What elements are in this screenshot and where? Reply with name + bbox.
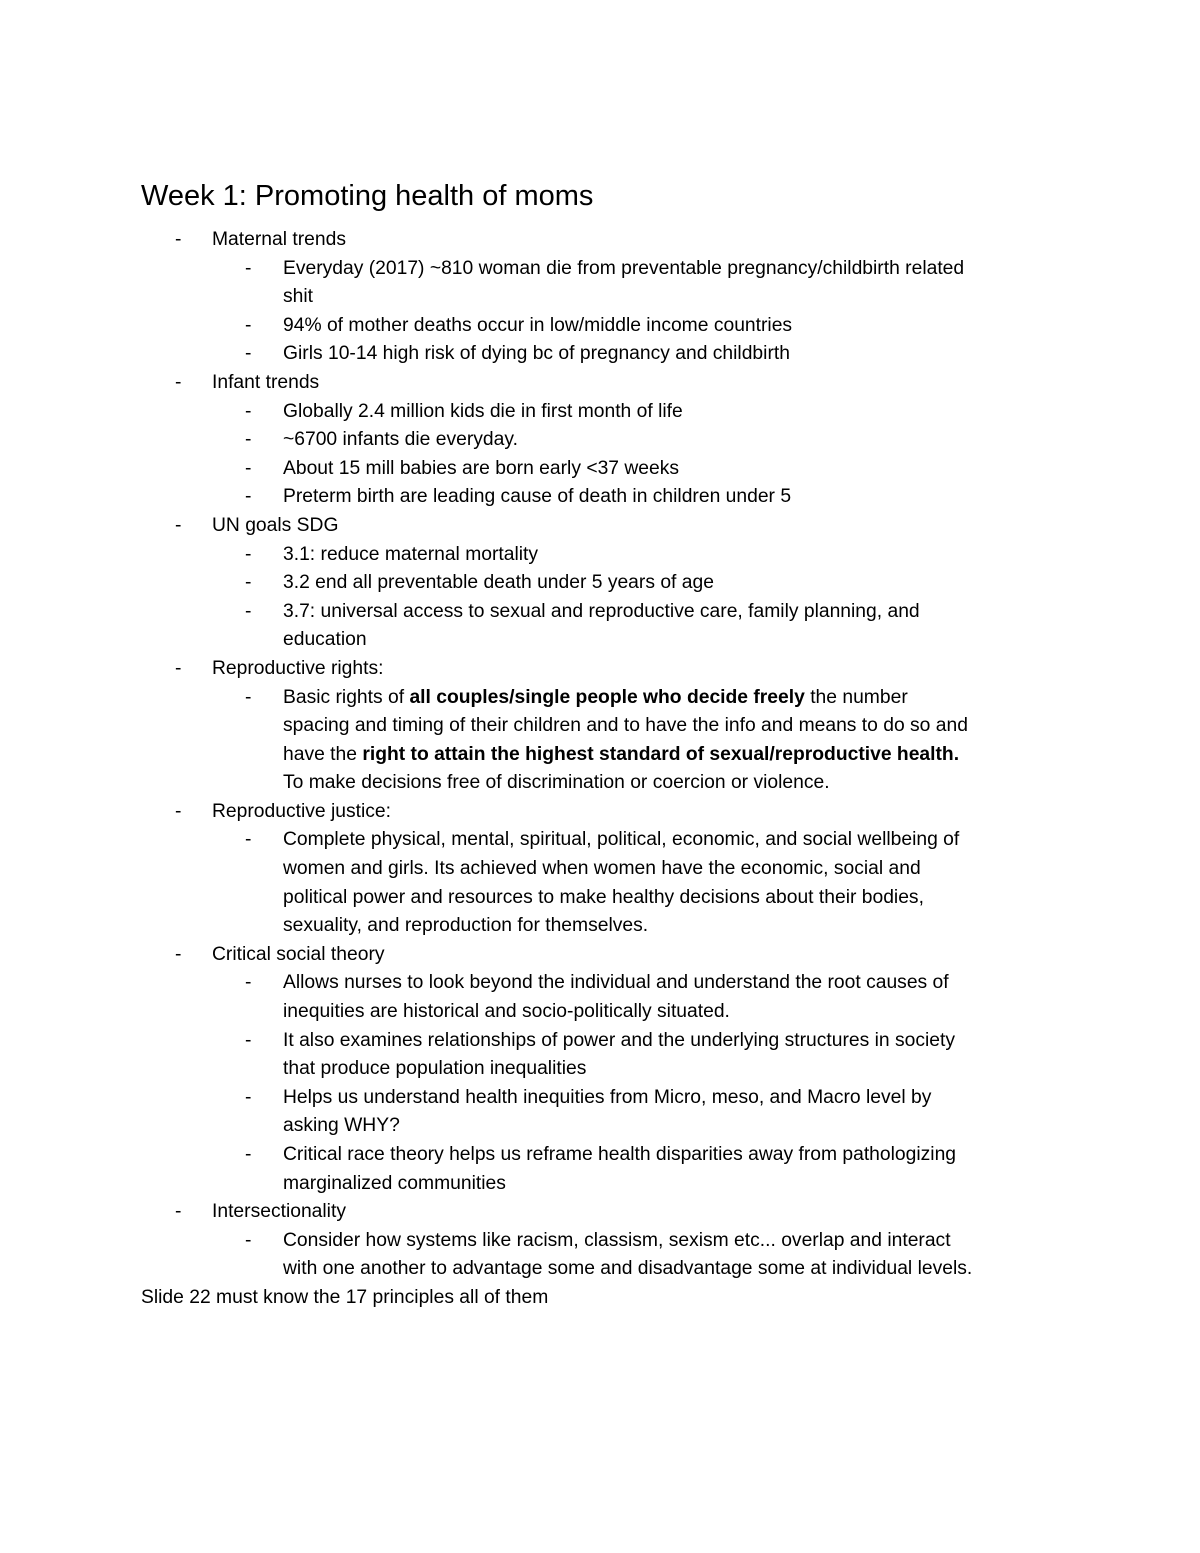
- bullet-dash: -: [245, 429, 252, 451]
- text-line: shit: [283, 286, 314, 308]
- text-run: Basic rights of: [283, 686, 410, 708]
- text-line: 3.7: universal access to sexual and reproductive care, family planning, and: [283, 600, 920, 622]
- text-line: 94% of mother deaths occur in low/middle income countries: [283, 314, 793, 336]
- section-bullet: [141, 1198, 1071, 1227]
- text-line: inequities are historical and socio-politically situated.: [283, 1001, 730, 1023]
- text-line: asking WHY?: [283, 1115, 400, 1137]
- sub-bullet: [141, 1141, 1071, 1198]
- text-line: [283, 684, 1071, 713]
- bullet-dash: -: [245, 1229, 252, 1251]
- sub-bullet: [141, 1227, 1071, 1284]
- text-line: Everyday (2017) ~810 woman die from preventable pregnancy/childbirth related: [283, 257, 965, 279]
- sub-bullet-text: [283, 684, 1071, 798]
- text-line: Preterm birth are leading cause of death in children under 5: [283, 486, 792, 508]
- bullet-dash: -: [245, 543, 252, 565]
- section-bullet: [141, 655, 1071, 684]
- text-line: Complete physical, mental, spiritual, political, economic, and social wellbeing of: [283, 829, 960, 851]
- text-line: that produce population inequalities: [283, 1058, 587, 1080]
- text-line: with one another to advantage some and disadvantage some at individual levels.: [283, 1258, 973, 1280]
- text-line: 3.1: reduce maternal mortality: [283, 543, 539, 565]
- bullet-dash: -: [245, 457, 252, 479]
- bullet-dash: -: [245, 1086, 252, 1108]
- text-line: Girls 10-14 high risk of dying bc of pregnancy and childbirth: [283, 343, 790, 365]
- sub-bullet: [141, 312, 1071, 341]
- text-line: sexuality, and reproduction for themselves.: [283, 915, 649, 937]
- sub-bullet-text: [283, 398, 1071, 427]
- sub-bullet-text: [283, 483, 1071, 512]
- sub-bullet: [141, 1027, 1071, 1084]
- bold-text: all couples/single people who decide freely: [409, 686, 805, 708]
- section-heading: UN goals SDG: [212, 514, 339, 536]
- sub-bullet-text: [283, 1141, 1071, 1198]
- text-line: Helps us understand health inequities from Micro, meso, and Macro level by: [283, 1086, 932, 1108]
- sub-bullet-text: [283, 1227, 1071, 1284]
- bullet-dash: -: [175, 1201, 182, 1223]
- bullet-dash: -: [245, 600, 252, 622]
- bullet-dash: -: [245, 686, 252, 708]
- text-line: women and girls. Its achieved when women have the economic, social and: [283, 858, 921, 880]
- sub-bullet: [141, 684, 1071, 798]
- text-line: It also examines relationships of power and the underlying structures in society: [283, 1029, 955, 1051]
- text-line: Globally 2.4 million kids die in first month of life: [283, 400, 683, 422]
- section-heading: Reproductive rights:: [212, 657, 384, 679]
- sub-bullet-text: [283, 969, 1071, 1026]
- section-heading: Intersectionality: [212, 1201, 346, 1223]
- section-heading: Infant trends: [212, 371, 320, 393]
- text-line: marginalized communities: [283, 1172, 506, 1194]
- bullet-dash: -: [175, 800, 182, 822]
- text-line: [283, 741, 1071, 770]
- sub-bullet: [141, 598, 1071, 655]
- section-bullet: [141, 226, 1071, 255]
- sub-bullet: [141, 255, 1071, 312]
- sub-bullet: [141, 483, 1071, 512]
- text-line: About 15 mill babies are born early <37 weeks: [283, 457, 680, 479]
- bullet-dash: -: [245, 486, 252, 508]
- bullet-dash: -: [245, 829, 252, 851]
- sub-bullet: [141, 969, 1071, 1026]
- sub-bullet: [141, 1084, 1071, 1141]
- sub-bullet-text: [283, 312, 1071, 341]
- page-title: Week 1: Promoting health of moms: [141, 180, 594, 212]
- text-run: have the: [283, 743, 363, 765]
- text-line: 3.2 end all preventable death under 5 years of age: [283, 572, 714, 594]
- outline-list: [141, 226, 1071, 1284]
- bullet-dash: -: [245, 972, 252, 994]
- sub-bullet-text: [283, 455, 1071, 484]
- bullet-dash: -: [245, 400, 252, 422]
- footer-note: Slide 22 must know the 17 principles all of them: [141, 1286, 549, 1308]
- bullet-dash: -: [175, 514, 182, 536]
- bullet-dash: -: [245, 572, 252, 594]
- sub-bullet: [141, 426, 1071, 455]
- document-page: [141, 172, 1071, 1313]
- bullet-dash: -: [245, 1144, 252, 1165]
- bullet-dash: -: [245, 257, 252, 279]
- sub-bullet-text: [283, 340, 1071, 369]
- section-heading: Critical social theory: [212, 943, 385, 965]
- section-bullet: [141, 512, 1071, 541]
- bullet-dash: -: [175, 229, 182, 250]
- bullet-dash: -: [245, 314, 252, 336]
- text-line: Consider how systems like racism, classism, sexism etc... overlap and interact: [283, 1229, 951, 1251]
- bullet-dash: -: [245, 343, 252, 365]
- sub-bullet: [141, 541, 1071, 570]
- section-heading: Reproductive justice:: [212, 800, 391, 822]
- text-line: political power and resources to make healthy decisions about their bodies,: [283, 886, 924, 908]
- bullet-dash: -: [175, 943, 182, 965]
- sub-bullet-text: [283, 826, 1071, 940]
- sub-bullet: [141, 455, 1071, 484]
- text-line: Critical race theory helps us reframe health disparities away from pathologizing: [283, 1144, 957, 1165]
- sub-bullet: [141, 569, 1071, 598]
- text-line: ~6700 infants die everyday.: [283, 429, 518, 451]
- bullet-dash: -: [175, 657, 182, 679]
- text-run: To make decisions free of discrimination or coercion or violence.: [283, 772, 830, 794]
- section-bullet: [141, 798, 1071, 827]
- sub-bullet-text: [283, 426, 1071, 455]
- sub-bullet-text: [283, 598, 1071, 655]
- bullet-dash: -: [245, 1029, 252, 1051]
- sub-bullet-text: [283, 255, 1071, 312]
- sub-bullet-text: [283, 1027, 1071, 1084]
- text-line: Allows nurses to look beyond the individual and understand the root causes of: [283, 972, 949, 994]
- sub-bullet-text: [283, 1084, 1071, 1141]
- section-bullet: [141, 941, 1071, 970]
- section-heading: Maternal trends: [212, 229, 346, 250]
- section-bullet: [141, 369, 1071, 398]
- bold-text: right to attain the highest standard of sexual/reproductive health.: [362, 743, 960, 765]
- text-line: [283, 769, 1071, 798]
- text-line: education: [283, 629, 367, 651]
- text-run: the number: [804, 686, 908, 708]
- bullet-dash: -: [175, 371, 182, 393]
- sub-bullet-text: [283, 569, 1071, 598]
- text-run: spacing and timing of their children and to have the info and means to do so and: [283, 715, 968, 737]
- sub-bullet: [141, 826, 1071, 940]
- sub-bullet-text: [283, 541, 1071, 570]
- sub-bullet: [141, 340, 1071, 369]
- text-line: [283, 712, 1071, 741]
- sub-bullet: [141, 398, 1071, 427]
